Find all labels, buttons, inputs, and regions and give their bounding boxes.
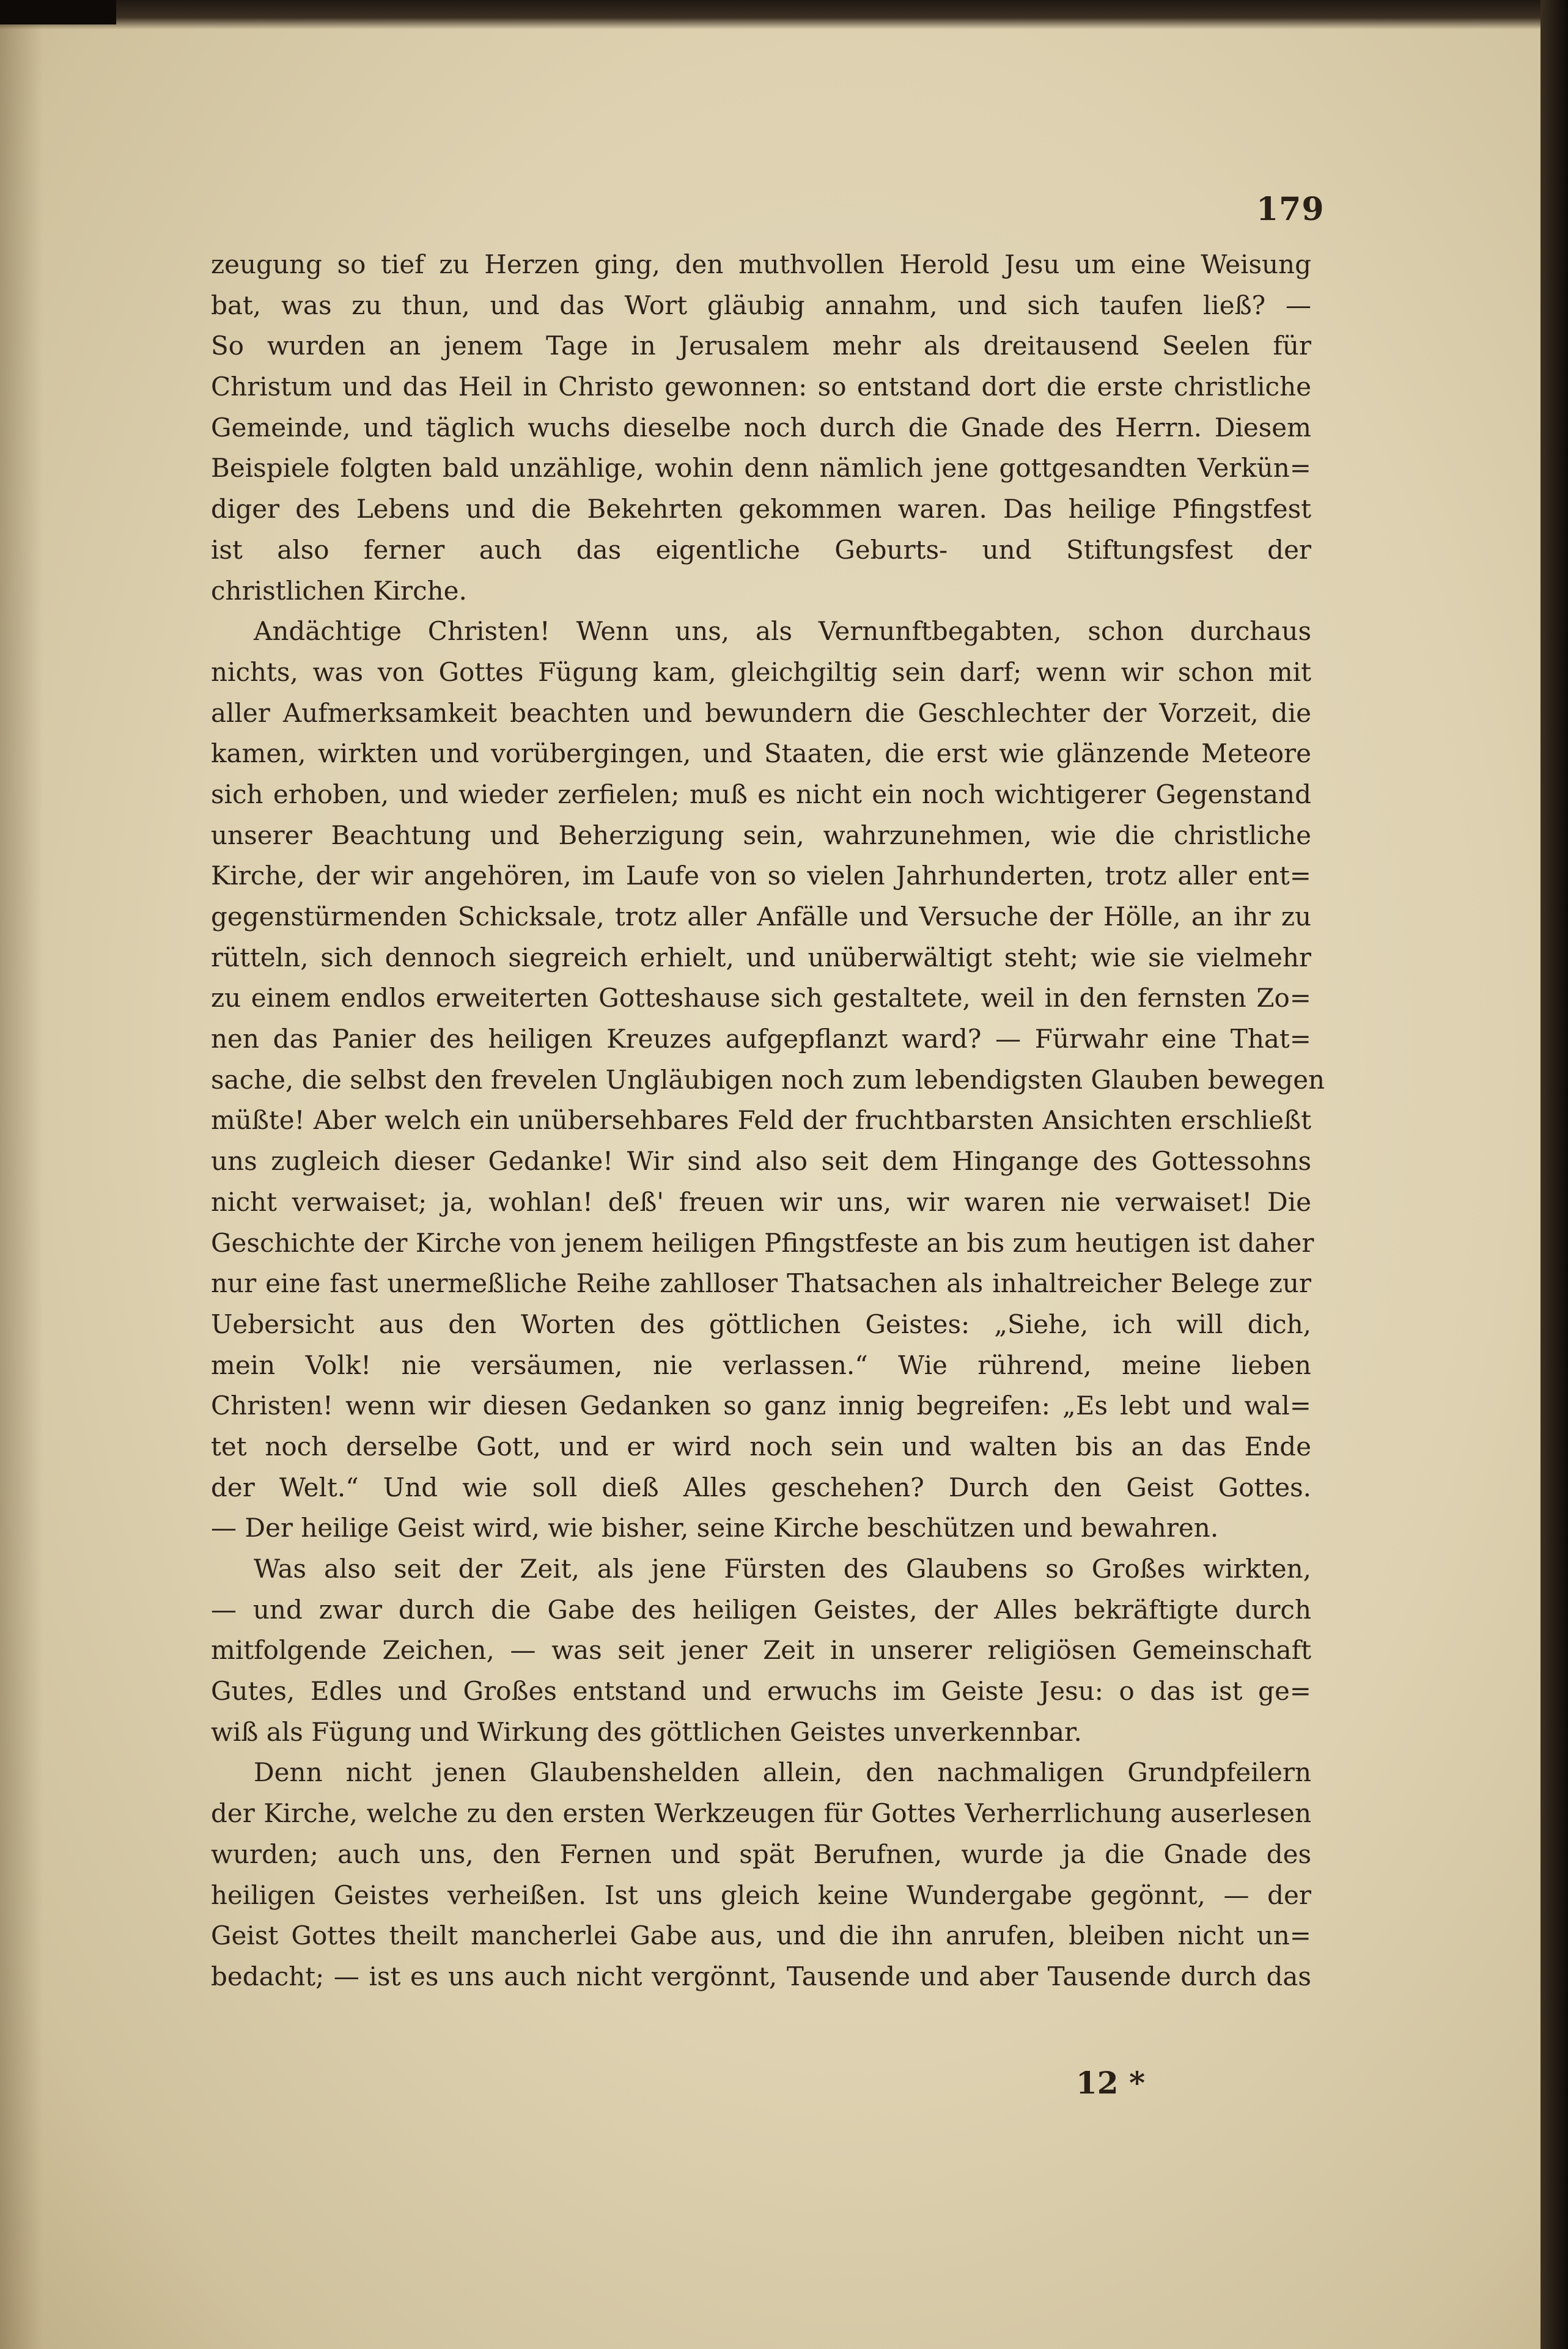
text-line: der Kirche, welche zu den ersten Werkzeugen für Gottes Verherrlichung auserlesen — [211, 1798, 1311, 1829]
text-line: ist also ferner auch das eigentliche Geburts- und Stiftungsfest der — [211, 534, 1311, 565]
text-line: zeugung so tief zu Herzen ging, den muthvollen Herold Jesu um eine Weisung — [211, 249, 1311, 279]
text-line: Gemeinde, und täglich wuchs dieselbe noch durch die Gnade des Herrn. Diesem — [211, 412, 1311, 443]
text-line: bat, was zu thun, und das Wort gläubig annahm, und sich taufen ließ? — — [211, 290, 1311, 320]
text-line: nichts, was von Gottes Fügung kam, gleichgiltig sein darf; wenn wir schon mit — [211, 656, 1311, 687]
text-line: sache, die selbst den frevelen Ungläubigen noch zum lebendigsten Glauben bewegen — [211, 1064, 1325, 1095]
paragraph-start-line: Was also seit der Zeit, als jene Fürsten des Glaubens so Großes wirkten, — [254, 1554, 1311, 1584]
text-line: unserer Beachtung und Beherzigung sein, wahrzunehmen, wie die christliche — [211, 820, 1311, 850]
text-line: wurden; auch uns, den Fernen und spät Berufnen, wurde ja die Gnade des — [211, 1839, 1311, 1869]
text-line: bedacht; — ist es uns auch nicht vergönnt, Tausende und aber Tausende durch das — [211, 1961, 1311, 1991]
text-line: tet noch derselbe Gott, und er wird noch sein und walten bis an das Ende — [211, 1431, 1311, 1461]
body-text — [211, 244, 1325, 1998]
text-line: mitfolgende Zeichen, — was seit jener Zeit in unserer religiösen Gemeinschaft — [211, 1635, 1311, 1666]
text-line: wiß als Fügung und Wirkung des göttlichen Geistes unverkennbar. — [211, 1716, 1082, 1747]
text-line: So wurden an jenem Tage in Jerusalem mehr als dreitausend Seelen für — [211, 331, 1311, 361]
text-line: Christum und das Heil in Christo gewonnen: so entstand dort die erste christliche — [211, 372, 1311, 402]
text-line: der Welt.“ Und wie soll dieß Alles geschehen? Durch den Geist Gottes. — [211, 1472, 1311, 1502]
paragraph-start-line: Andächtige Christen! Wenn uns, als Vernunftbegabten, schon durchaus — [254, 616, 1311, 647]
text-line: aller Aufmerksamkeit beachten und bewundern die Geschlechter der Vorzeit, die — [211, 697, 1311, 728]
gutter-shadow — [0, 0, 43, 2349]
paragraph-start-line: Denn nicht jenen Glaubenshelden allein, den nachmaligen Grundpfeilern — [254, 1757, 1311, 1788]
text-line: diger des Lebens und die Bekehrten gekommen waren. Das heilige Pfingstfest — [211, 494, 1311, 524]
text-line: — und zwar durch die Gabe des heiligen Geistes, der Alles bekräftigte durch — [211, 1594, 1311, 1625]
text-line: Christen! wenn wir diesen Gedanken so ganz innig begreifen: „Es lebt und wal= — [211, 1391, 1311, 1421]
text-line: uns zugleich dieser Gedanke! Wir sind also seit dem Hingange des Gottessohns — [211, 1146, 1311, 1177]
text-line: nicht verwaiset; ja, wohlan! deß' freuen wir uns, wir waren nie verwaiset! Die — [211, 1186, 1311, 1217]
text-line: Geist Gottes theilt mancherlei Gabe aus, und die ihn anrufen, bleiben nicht un= — [211, 1921, 1311, 1951]
text-line: gegenstürmenden Schicksale, trotz aller Anfälle und Versuche der Hölle, an ihr zu — [211, 902, 1311, 932]
signature-mark: 12 * — [1076, 2065, 1146, 2101]
text-line: Gutes, Edles und Großes entstand und erwuchs im Geiste Jesu: o das ist ge= — [211, 1676, 1311, 1707]
text-line: — Der heilige Geist wird, wie bisher, seine Kirche beschützen und bewahren. — [211, 1513, 1219, 1543]
text-line: Uebersicht aus den Worten des göttlichen Geistes: „Siehe, ich will dich, — [211, 1309, 1311, 1339]
text-line: Kirche, der wir angehören, im Laufe von so vielen Jahrhunderten, trotz aller ent= — [211, 861, 1311, 891]
text-line: nur eine fast unermeßliche Reihe zahlloser Thatsachen als inhaltreicher Belege zur — [211, 1268, 1311, 1299]
page-number: 179 — [1256, 191, 1325, 228]
text-line: kamen, wirkten und vorübergingen, und Staaten, die erst wie glänzende Meteore — [211, 738, 1311, 769]
text-line: zu einem endlos erweiterten Gotteshause sich gestaltete, weil in den fernsten Zo= — [211, 983, 1311, 1013]
page-top-edge — [0, 0, 1540, 29]
page-right-edge — [1540, 0, 1568, 2349]
text-line: Beispiele folgten bald unzählige, wohin denn nämlich jene gottgesandten Verkün= — [211, 453, 1311, 483]
text-line: müßte! Aber welch ein unübersehbares Feld der fruchtbarsten Ansichten erschließt — [211, 1105, 1311, 1136]
text-line: sich erhoben, und wieder zerfielen; muß es nicht ein noch wichtigerer Gegenstand — [211, 779, 1311, 809]
text-line: mein Volk! nie versäumen, nie verlassen.“ Wie rührend, meine lieben — [211, 1350, 1311, 1380]
text-line: Geschichte der Kirche von jenem heiligen Pfingstfeste an bis zum heutigen ist daher — [211, 1227, 1314, 1258]
text-line: rütteln, sich dennoch siegreich erhielt, und unüberwältigt steht; wie sie vielmehr — [211, 942, 1311, 972]
text-line: heiligen Geistes verheißen. Ist uns gleich keine Wundergabe gegönnt, — der — [211, 1880, 1311, 1910]
page-corner-shadow — [0, 0, 116, 24]
text-line: christlichen Kirche. — [211, 575, 467, 606]
text-line: nen das Panier des heiligen Kreuzes aufgepflanzt ward? — Fürwahr eine That= — [211, 1024, 1311, 1054]
